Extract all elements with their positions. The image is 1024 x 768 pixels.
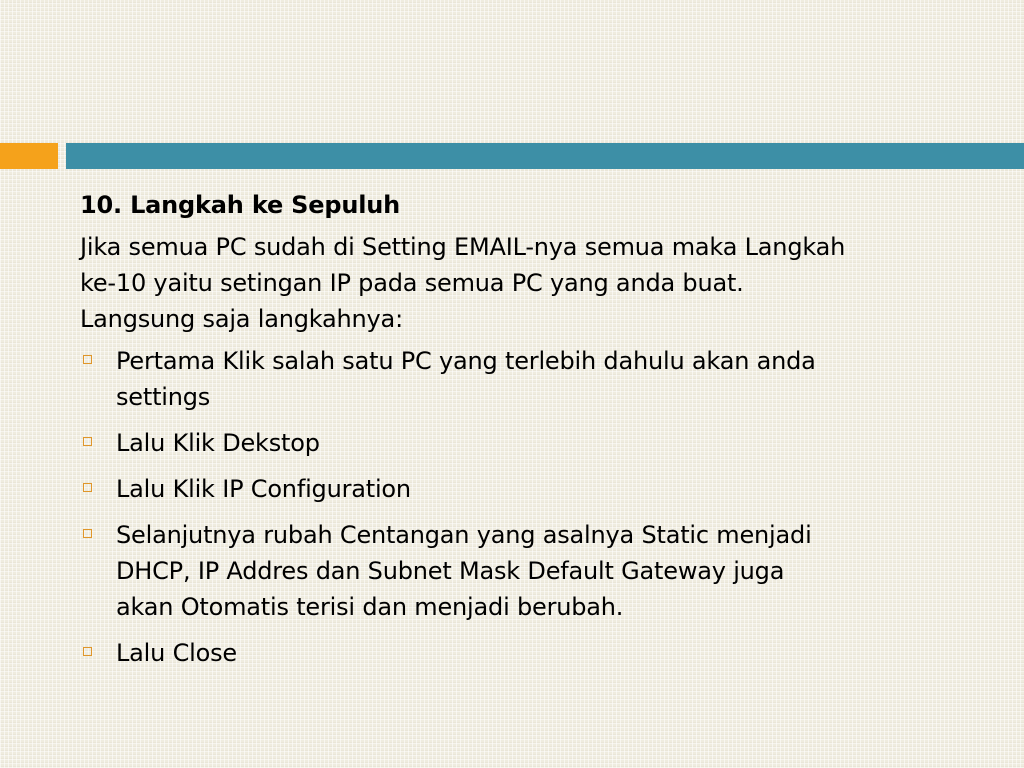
bullet-square-icon bbox=[83, 437, 92, 446]
steps-list bbox=[80, 343, 980, 671]
accent-bar-teal bbox=[66, 143, 1024, 169]
bullet-square-icon bbox=[83, 483, 92, 492]
list-item bbox=[80, 425, 936, 461]
list-item-line: Selanjutnya rubah Centangan yang asalnya Static menjadi bbox=[116, 521, 812, 549]
list-item bbox=[80, 343, 936, 415]
list-item bbox=[80, 517, 936, 625]
accent-bar-orange bbox=[0, 143, 58, 169]
intro-line: Jika semua PC sudah di Setting EMAIL-nya semua maka Langkah bbox=[80, 233, 846, 261]
intro-line: ke-10 yaitu setingan IP pada semua PC yang anda buat. bbox=[80, 269, 744, 297]
intro-paragraph bbox=[80, 229, 970, 337]
list-item-line: Pertama Klik salah satu PC yang terlebih dahulu akan anda bbox=[116, 347, 816, 375]
slide-heading: 10. Langkah ke Sepuluh bbox=[80, 191, 400, 219]
list-item bbox=[80, 471, 936, 507]
slide-content bbox=[80, 187, 980, 681]
list-item bbox=[80, 635, 936, 671]
list-item-line: settings bbox=[116, 383, 211, 411]
list-item-line: akan Otomatis terisi dan menjadi berubah. bbox=[116, 593, 624, 621]
bullet-square-icon bbox=[83, 529, 92, 538]
intro-line: Langsung saja langkahnya: bbox=[80, 305, 403, 333]
list-item-line: Lalu Klik Dekstop bbox=[116, 429, 320, 457]
list-item-line: Lalu Close bbox=[116, 639, 237, 667]
bullet-square-icon bbox=[83, 355, 92, 364]
list-item-line: Lalu Klik IP Configuration bbox=[116, 475, 411, 503]
bullet-square-icon bbox=[83, 647, 92, 656]
list-item-line: DHCP, IP Addres dan Subnet Mask Default Gateway juga bbox=[116, 557, 785, 585]
